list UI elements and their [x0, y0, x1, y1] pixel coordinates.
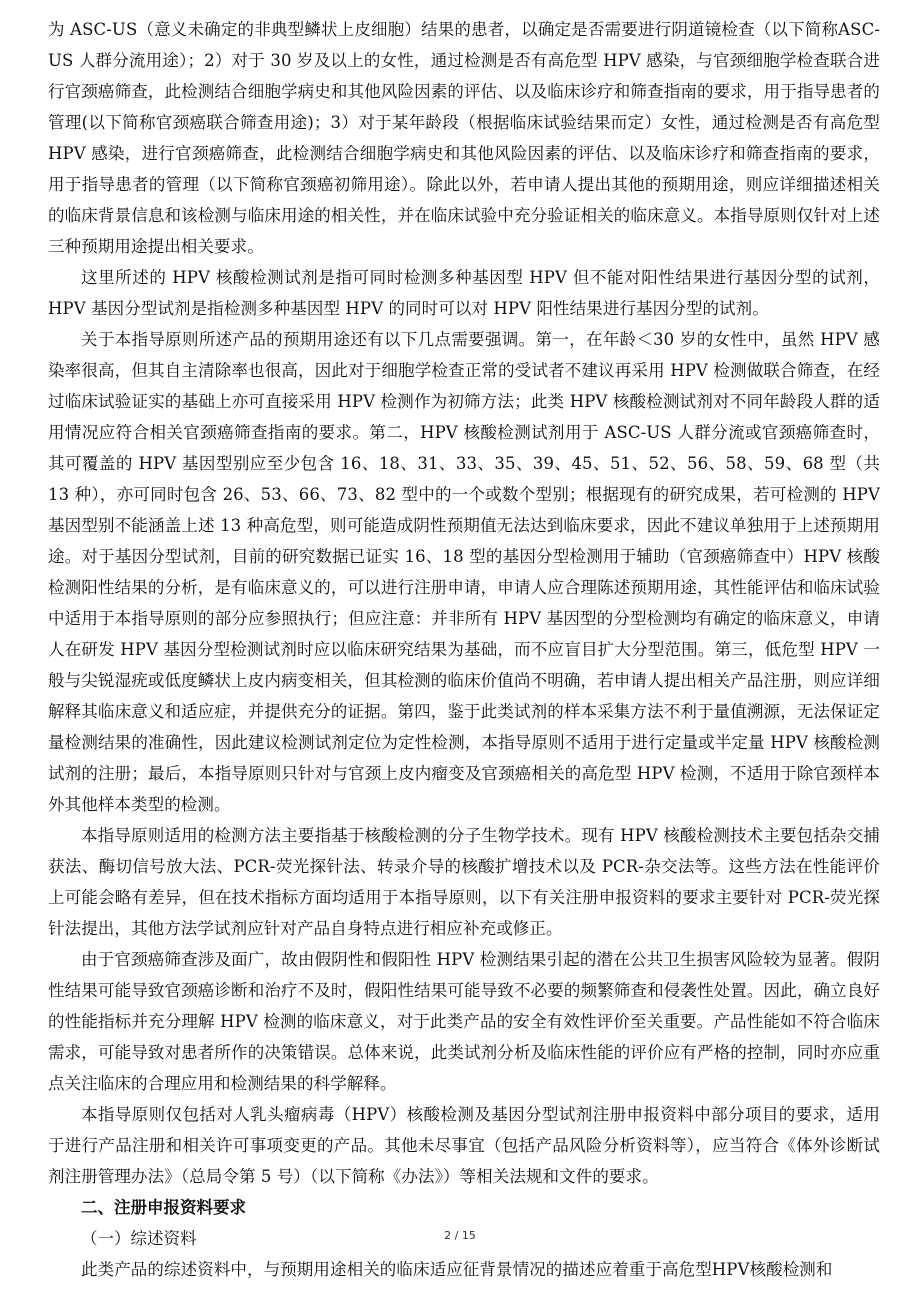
paragraph-overview-start: 此类产品的综述资料中，与预期用途相关的临床适应征背景情况的描述应着重于高危型HPV核酸检测和 [81, 1260, 833, 1279]
paragraph-intended-use-continuation: 为 ASC-US（意义未确定的非典型鳞状上皮细胞）结果的患者，以确定是否需要进行阴道镜检查（以下简称ASC-US 人群分流用途）；2）对于 30 岁及以上的女性，通过检测是否有高危型 HPV 感染，与官颈细胞学检查联合进行官颈癌筛查，此检测结合细胞学病史和其他风险因素的评估、以及临床诊疗和筛查指南的要求，用于指导患者的管理(以下简称官颈癌联合筛查用途)；3）对于某年龄段（根据临床试验结果而定）女性，通过检测是否有高危型 HPV 感染，进行官颈癌筛查，此检测结合细胞学病史和其他风险因素的评估、以及临床诊疗和筛查指南的要求，用于指导患者的管理（以下简称官颈癌初筛用途）。除此以外，若申请人提出其他的预期用途，则应详细描述相关的临床背景信息和该检测与临床用途的相关性，并在临床试验中充分验证相关的临床意义。本指导原则仅针对上述三种预期用途提出相关要求。 [48, 20, 880, 256]
subsection-heading: （一）综述资料 [81, 1229, 197, 1248]
page-number: 2 / 15 [444, 1229, 476, 1242]
paragraph-detection-methods: 本指导原则适用的检测方法主要指基于核酸检测的分子生物学技术。现有 HPV 核酸检测技术主要包括杂交捕获法、酶切信号放大法、PCR-荧光探针法、转录介导的核酸扩增技术以及 PCR-杂交法等。这些方法在性能评价上可能会略有差异，但在技术指标方面均适用于本指导原则，以下有关注册申报资料的要求主要针对 PCR-荧光探针法提出，其他方法学试剂应针对产品自身特点进行相应补充或修正。 [48, 826, 880, 938]
paragraph-risk-statement: 由于官颈癌筛查涉及面广，故由假阴性和假阳性 HPV 检测结果引起的潜在公共卫生损害风险较为显著。假阴性结果可能导致官颈癌诊断和治疗不及时，假阳性结果可能导致不必要的频繁筛查和侵袭性处置。因此，确立良好的性能指标并充分理解 HPV 检测的临床意义，对于此类产品的安全有效性评价至关重要。产品性能如不符合临床需求，可能导致对患者所作的决策错误。总体来说，此类试剂分析及临床性能的评价应有严格的控制，同时亦应重点关注临床的合理应用和检测结果的科学解释。 [48, 950, 880, 1093]
paragraph-hpv-definition: 这里所述的 HPV 核酸检测试剂是指可同时检测多种基因型 HPV 但不能对阳性结果进行基因分型的试剂，HPV 基因分型试剂是指检测多种基因型 HPV 的同时可以对 HPV 阳性结果进行基因分型的试剂。 [48, 268, 880, 318]
section-heading: 二、注册申报资料要求 [81, 1198, 246, 1217]
document-page [48, 14, 880, 1285]
paragraph-intended-use-notes: 关于本指导原则所述产品的预期用途还有以下几点需要强调。第一，在年龄＜30 岁的女性中，虽然 HPV 感染率很高，但其自主清除率也很高，因此对于细胞学检查正常的受试者不建议再采用 HPV 检测做联合筛查，在经过临床试验证实的基础上亦可直接采用 HPV 检测作为初筛方法；此类 HPV 核酸检测试剂对不同年龄段人群的适用情况应符合相关官颈癌筛查指南的要求。第二，HPV 核酸检测试剂用于 ASC-US 人群分流或官颈癌筛查时，其可覆盖的 HPV 基因型别应至少包含 16、18、31、33、35、39、45、51、52、56、58、59、68 型（共 13 种），亦可同时包含 26、53、66、73、82 型中的一个或数个型别；根据现有的研究成果，若可检测的 HPV 基因型别不能涵盖上述 13 种高危型，则可能造成阴性预期值无法达到临床要求，因此不建议单独用于上述预期用途。对于基因分型试剂，目前的研究数据已证实 16、18 型的基因分型检测用于辅助（官颈癌筛查中）HPV 核酸检测阳性结果的分析，是有临床意义的，可以进行注册申请，申请人应合理陈述预期用途，其性能评估和临床试验中适用于本指导原则的部分应参照执行；但应注意：并非所有 HPV 基因型的分型检测均有确定的临床意义，申请人在研发 HPV 基因分型检测试剂时应以临床研究结果为基础，而不应盲目扩大分型范围。第三，低危型 HPV 一般与尖锐湿疣或低度鳞状上皮内病变相关，但其检测的临床价值尚不明确，若申请人提出相关产品注册，则应详细解释其临床意义和适应症，并提供充分的证据。第四，鉴于此类试剂的样本采集方法不利于量值溯源，无法保证定量检测结果的准确性，因此建议检测试剂定位为定性检测，本指导原则不适用于进行定量或半定量 HPV 核酸检测试剂的注册；最后，本指导原则只针对与官颈上皮内瘤变及官颈癌相关的高危型 HPV 检测，不适用于除官颈样本外其他样本类型的检测。 [48, 330, 880, 814]
paragraph-scope: 本指导原则仅包括对人乳头瘤病毒（HPV）核酸检测及基因分型试剂注册申报资料中部分项目的要求，适用于进行产品注册和相关许可事项变更的产品。其他未尽事宜（包括产品风险分析资料等），应当符合《体外诊断试剂注册管理办法》（总局令第 5 号）（以下简称《办法》）等相关法规和文件的要求。 [48, 1105, 880, 1186]
